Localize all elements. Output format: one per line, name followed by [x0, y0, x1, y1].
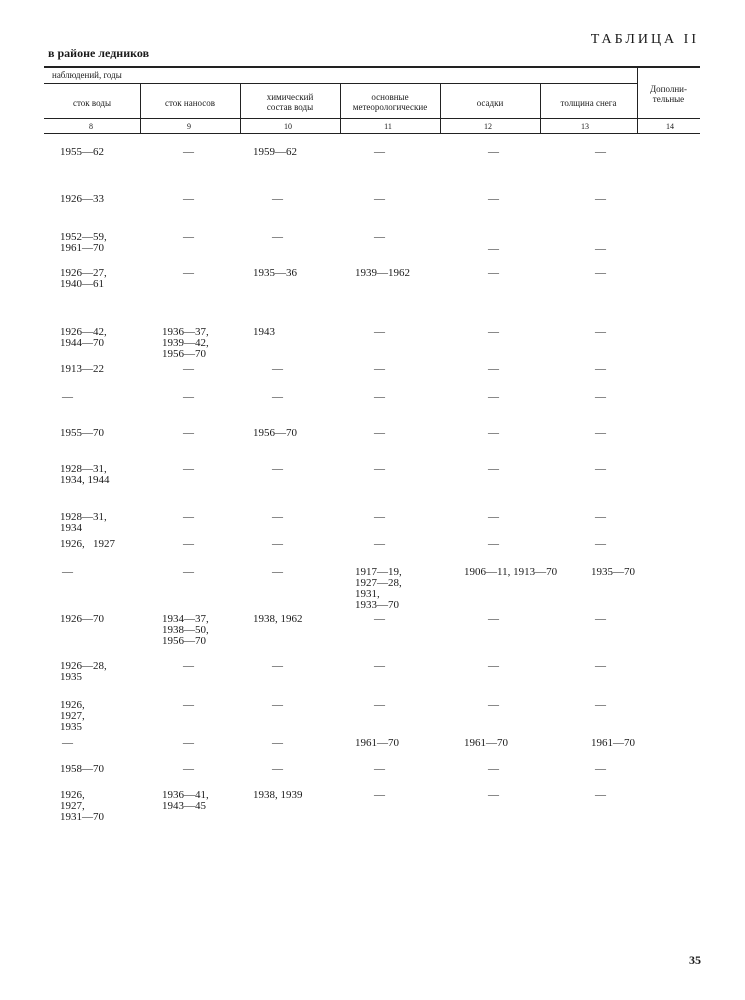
dash-mark: — [595, 243, 606, 255]
table-title: ТАБЛИЦА II [590, 32, 699, 47]
column-separator [440, 84, 441, 133]
column-header: осадки [476, 98, 504, 108]
dash-mark: — [488, 613, 499, 625]
dash-mark: — [272, 391, 283, 403]
dash-mark: — [595, 789, 606, 801]
dash-mark: — [595, 326, 606, 338]
table-cell: 1961—70 [355, 737, 399, 749]
table-cell: 1935—70 [591, 566, 635, 578]
column-header: Дополни- тельные [650, 84, 687, 104]
dash-mark: — [488, 538, 499, 550]
column-header: сток воды [73, 98, 111, 108]
table-cell: 1917—19, 1927—28, 1931, 1933—70 [355, 566, 402, 611]
dash-mark: — [488, 267, 499, 279]
table-cell: 1938, 1939 [253, 789, 303, 801]
dash-mark: — [595, 763, 606, 775]
dash-mark: — [272, 660, 283, 672]
table-cell: 1955—62 [60, 146, 104, 158]
column-header: сток наносов [164, 98, 216, 108]
dash-mark: — [595, 427, 606, 439]
dash-mark: — [595, 146, 606, 158]
table-cell: 1959—62 [253, 146, 297, 158]
dash-mark: — [595, 660, 606, 672]
table-cell: 1939—1962 [355, 267, 410, 279]
dash-mark: — [488, 193, 499, 205]
table-cell: 1961—70 [464, 737, 508, 749]
table-cell: 1926—28, 1935 [60, 660, 107, 683]
dash-mark: — [595, 511, 606, 523]
column-number: 9 [187, 122, 191, 131]
dash-mark: — [488, 427, 499, 439]
dash-mark: — [272, 363, 283, 375]
dash-mark: — [272, 699, 283, 711]
table-cell: 1913—22 [60, 363, 104, 375]
dash-mark: — [183, 538, 194, 550]
table-subtitle: в районе ледников [48, 46, 150, 60]
dash-mark: — [183, 660, 194, 672]
table-cell: 1961—70 [591, 737, 635, 749]
dash-mark: — [272, 763, 283, 775]
dash-mark: — [595, 463, 606, 475]
table-cell: 1938, 1962 [253, 613, 303, 625]
dash-mark: — [272, 231, 283, 243]
dash-mark: — [488, 146, 499, 158]
table-cell: 1926, 1927, 1931—70 [60, 789, 104, 823]
table-cell: 1955—70 [60, 427, 104, 439]
column-number: 14 [666, 122, 674, 131]
dash-mark: — [374, 463, 385, 475]
dash-mark: — [595, 538, 606, 550]
dash-mark: — [374, 763, 385, 775]
table-cell: 1943 [253, 326, 275, 338]
column-number: 12 [484, 122, 492, 131]
dash-mark: — [374, 146, 385, 158]
page-number: 35 [689, 953, 701, 967]
table-cell: 1928—31, 1934 [60, 511, 107, 534]
dash-mark: — [183, 363, 194, 375]
dash-mark: — [374, 193, 385, 205]
dash-mark: — [595, 613, 606, 625]
dash-mark: — [595, 391, 606, 403]
table-cell: 1926—42, 1944—70 [60, 326, 107, 349]
table-cell: 1936—37, 1939—42, 1956—70 [162, 326, 209, 360]
dash-mark: — [374, 427, 385, 439]
table-cell: 1906—11, 1913—70 [464, 566, 558, 578]
dash-mark: — [272, 511, 283, 523]
dash-mark: — [374, 699, 385, 711]
dash-mark: — [272, 566, 283, 578]
dash-mark: — [272, 193, 283, 205]
numbers-rule [44, 133, 700, 134]
dash-mark: — [488, 511, 499, 523]
header-rule [44, 118, 700, 119]
dash-mark: — [183, 566, 194, 578]
dash-mark: — [595, 363, 606, 375]
table-cell: 1934—37, 1938—50, 1956—70 [162, 613, 209, 647]
dash-mark: — [272, 463, 283, 475]
dash-mark: — [183, 267, 194, 279]
table-cell: 1958—70 [60, 763, 104, 775]
dash-mark: — [183, 699, 194, 711]
dash-mark: — [488, 243, 499, 255]
column-header: химический состав воды [266, 92, 314, 112]
dash-mark: — [488, 789, 499, 801]
dash-mark: — [272, 538, 283, 550]
group-header-label: наблюдений, годы [52, 70, 122, 80]
dash-mark: — [183, 463, 194, 475]
table-cell: 1926—27, 1940—61 [60, 267, 107, 290]
table-cell: 1952—59, 1961—70 [60, 231, 107, 254]
dash-mark: — [595, 267, 606, 279]
dash-mark: — [488, 660, 499, 672]
dash-mark: — [488, 326, 499, 338]
dash-mark: — [183, 763, 194, 775]
column-header: основные метеорологические [352, 92, 428, 112]
table-cell: 1928—31, 1934, 1944 [60, 463, 110, 486]
dash-mark: — [183, 427, 194, 439]
table-cell: 1926, 1927, 1935 [60, 699, 85, 733]
dash-mark: — [374, 231, 385, 243]
table-cell: 1936—41, 1943—45 [162, 789, 209, 812]
table-top-rule [44, 66, 700, 68]
dash-mark: — [374, 326, 385, 338]
dash-mark: — [183, 737, 194, 749]
table-cell: 1926—70 [60, 613, 104, 625]
dash-mark: — [62, 737, 73, 749]
dash-mark: — [62, 566, 73, 578]
table-cell: 1926, 1927 [60, 538, 115, 550]
table-cell: 1926—33 [60, 193, 104, 205]
table-cell: 1935—36 [253, 267, 297, 279]
dash-mark: — [374, 660, 385, 672]
dash-mark: — [272, 737, 283, 749]
dash-mark: — [62, 391, 73, 403]
dash-mark: — [374, 789, 385, 801]
dash-mark: — [183, 391, 194, 403]
dash-mark: — [595, 193, 606, 205]
dash-mark: — [488, 463, 499, 475]
dash-mark: — [183, 146, 194, 158]
column-number: 10 [284, 122, 292, 131]
dash-mark: — [183, 511, 194, 523]
column-separator [140, 84, 141, 133]
column-number: 13 [581, 122, 589, 131]
dash-mark: — [183, 231, 194, 243]
dash-mark: — [374, 391, 385, 403]
table-cell: 1956—70 [253, 427, 297, 439]
dash-mark: — [374, 363, 385, 375]
dash-mark: — [488, 699, 499, 711]
column-number: 8 [89, 122, 93, 131]
dash-mark: — [374, 538, 385, 550]
dash-mark: — [488, 363, 499, 375]
dash-mark: — [595, 699, 606, 711]
dash-mark: — [488, 391, 499, 403]
dash-mark: — [374, 511, 385, 523]
column-header: толщина снега [560, 98, 617, 108]
column-number: 11 [384, 122, 392, 131]
dash-mark: — [488, 763, 499, 775]
column-separator [540, 84, 541, 133]
dash-mark: — [374, 613, 385, 625]
dash-mark: — [183, 193, 194, 205]
